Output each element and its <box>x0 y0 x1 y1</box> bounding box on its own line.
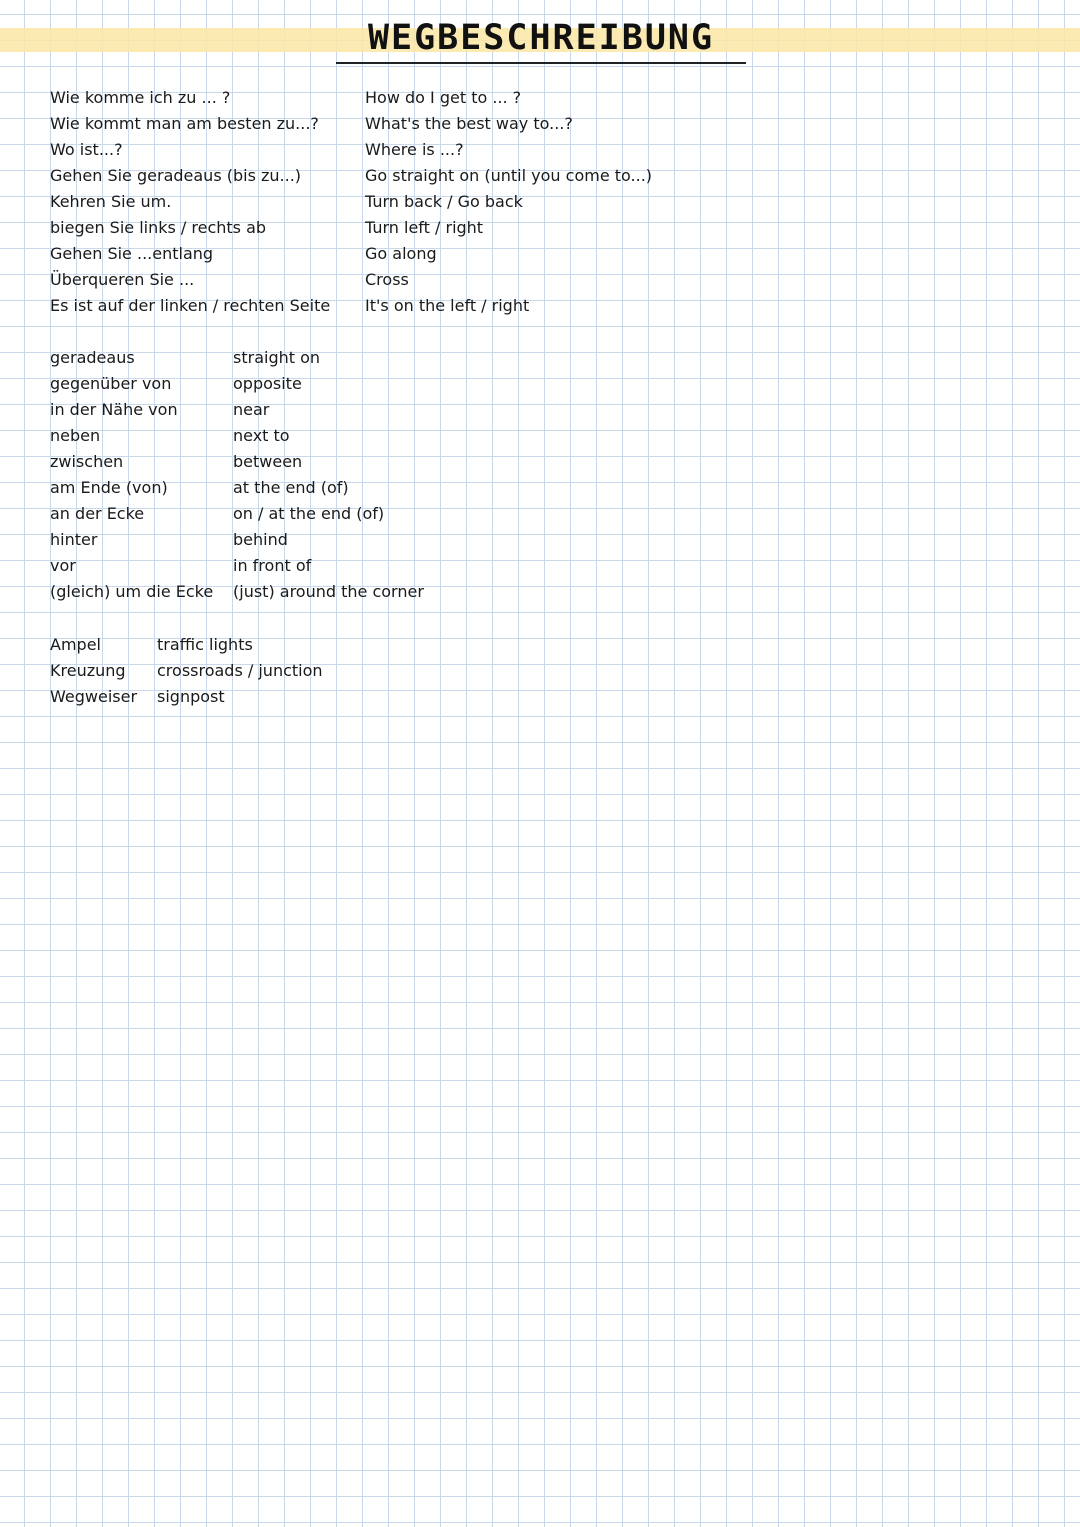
phrase-en: It's on the left / right <box>365 296 530 315</box>
preposition-de: an der Ecke <box>50 504 145 523</box>
noun-de: Wegweiser <box>50 687 138 706</box>
phrase-en: Turn back / Go back <box>365 192 523 211</box>
preposition-de: geradeaus <box>50 348 135 367</box>
phrase-de: Kehren Sie um. <box>50 192 172 211</box>
phrase-en: Cross <box>365 270 409 289</box>
page-title: WEGBESCHREIBUNG <box>336 16 746 64</box>
phrase-en: Go along <box>365 244 437 263</box>
phrase-de: Es ist auf der linken / rechten Seite <box>50 296 331 315</box>
noun-de: Ampel <box>50 635 101 654</box>
preposition-en: in front of <box>233 556 312 575</box>
phrase-en: Where is ...? <box>365 140 464 159</box>
preposition-de: am Ende (von) <box>50 478 168 497</box>
preposition-de: zwischen <box>50 452 124 471</box>
preposition-en: straight on <box>233 348 321 367</box>
preposition-de: neben <box>50 426 101 445</box>
noun-de: Kreuzung <box>50 661 126 680</box>
phrase-de: biegen Sie links / rechts ab <box>50 218 267 237</box>
noun-en: crossroads / junction <box>157 661 323 680</box>
phrase-en: What's the best way to...? <box>365 114 573 133</box>
preposition-en: opposite <box>233 374 302 393</box>
preposition-de: in der Nähe von <box>50 400 178 419</box>
preposition-en: on / at the end (of) <box>233 504 385 523</box>
preposition-en: next to <box>233 426 290 445</box>
preposition-de: (gleich) um die Ecke <box>50 582 214 601</box>
phrase-de: Gehen Sie geradeaus (bis zu...) <box>50 166 302 185</box>
preposition-de: gegenüber von <box>50 374 172 393</box>
phrase-de: Wie kommt man am besten zu...? <box>50 114 319 133</box>
preposition-de: vor <box>50 556 76 575</box>
noun-en: signpost <box>157 687 225 706</box>
preposition-de: hinter <box>50 530 98 549</box>
phrase-en: Turn left / right <box>365 218 484 237</box>
preposition-en: at the end (of) <box>233 478 349 497</box>
preposition-en: (just) around the corner <box>233 582 424 601</box>
phrase-de: Wie komme ich zu ... ? <box>50 88 231 107</box>
phrase-en: How do I get to ... ? <box>365 88 522 107</box>
phrase-de: Wo ist...? <box>50 140 123 159</box>
phrase-de: Überqueren Sie ... <box>50 270 195 289</box>
preposition-en: behind <box>233 530 288 549</box>
noun-en: traffic lights <box>157 635 253 654</box>
phrase-de: Gehen Sie ...entlang <box>50 244 214 263</box>
phrase-en: Go straight on (until you come to...) <box>365 166 653 185</box>
preposition-en: between <box>233 452 303 471</box>
preposition-en: near <box>233 400 270 419</box>
